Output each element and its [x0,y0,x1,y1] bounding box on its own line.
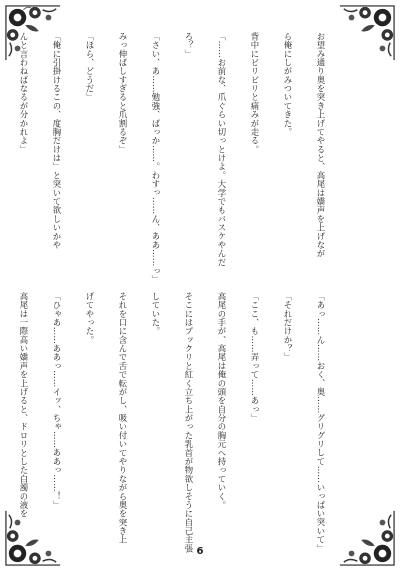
text-line: 「さい、あ……勉強、ばっか……。わすっ……ん、ああ……っ」 [151,32,161,284]
text-line: 「俺に引掛けるこの、度胸だけは」と突いて欲しいかや [52,32,62,250]
text-line: 「ひゃあ……ああっ……イッ、ちゃ……ああっ……！」 [52,292,62,510]
text-line: 背中にビリビリと痛みが走る。 [250,32,260,154]
lower-text-block [19,292,348,553]
text-line: 「ほら、どうだ」 [85,32,95,102]
text-line: お望み通り奥を突き上げてやると、高尾は嬌声を上げなが [316,32,326,258]
text-line: げてやった。 [85,292,95,345]
text-line: 「……お前な、爪ぐらい切っとけよ。大学でもバスケやんだ [217,32,227,267]
page-number: 6 [196,546,204,557]
text-line: みっ伸ばしすぎると爪割るぞ」 [118,32,128,154]
text-line: 「あっ……ん……おく、奥……グリグリして……いっぱい突いて」 [316,292,326,553]
upper-text-block [19,32,348,284]
text-line: んと言わねばなるが分かれよ」 [19,32,29,154]
text-line: そこにはプックリと紅く立ち上がった乳首が物欲しそうに自己主張 [184,292,194,553]
text-line: 「それだけか？」 [283,292,293,362]
text-line: 「ここ、も……弄って……あっ」 [250,292,260,423]
text-line: それを口に含んで舌で転がし、吸い付いてやりながら奥を突き上 [118,292,128,545]
text-line: していた。 [151,292,161,336]
text-line: ろ？」 [184,32,194,59]
text-line: 高尾の手が、高尾は俺の頭を自分の胸元へ持っていく。 [217,292,227,510]
text-line: 高尾は一際高い嬌声を上げると、ドロリとした白濁の液を [19,292,29,518]
text-line: ら俺にしがみついてきた。 [283,32,293,137]
